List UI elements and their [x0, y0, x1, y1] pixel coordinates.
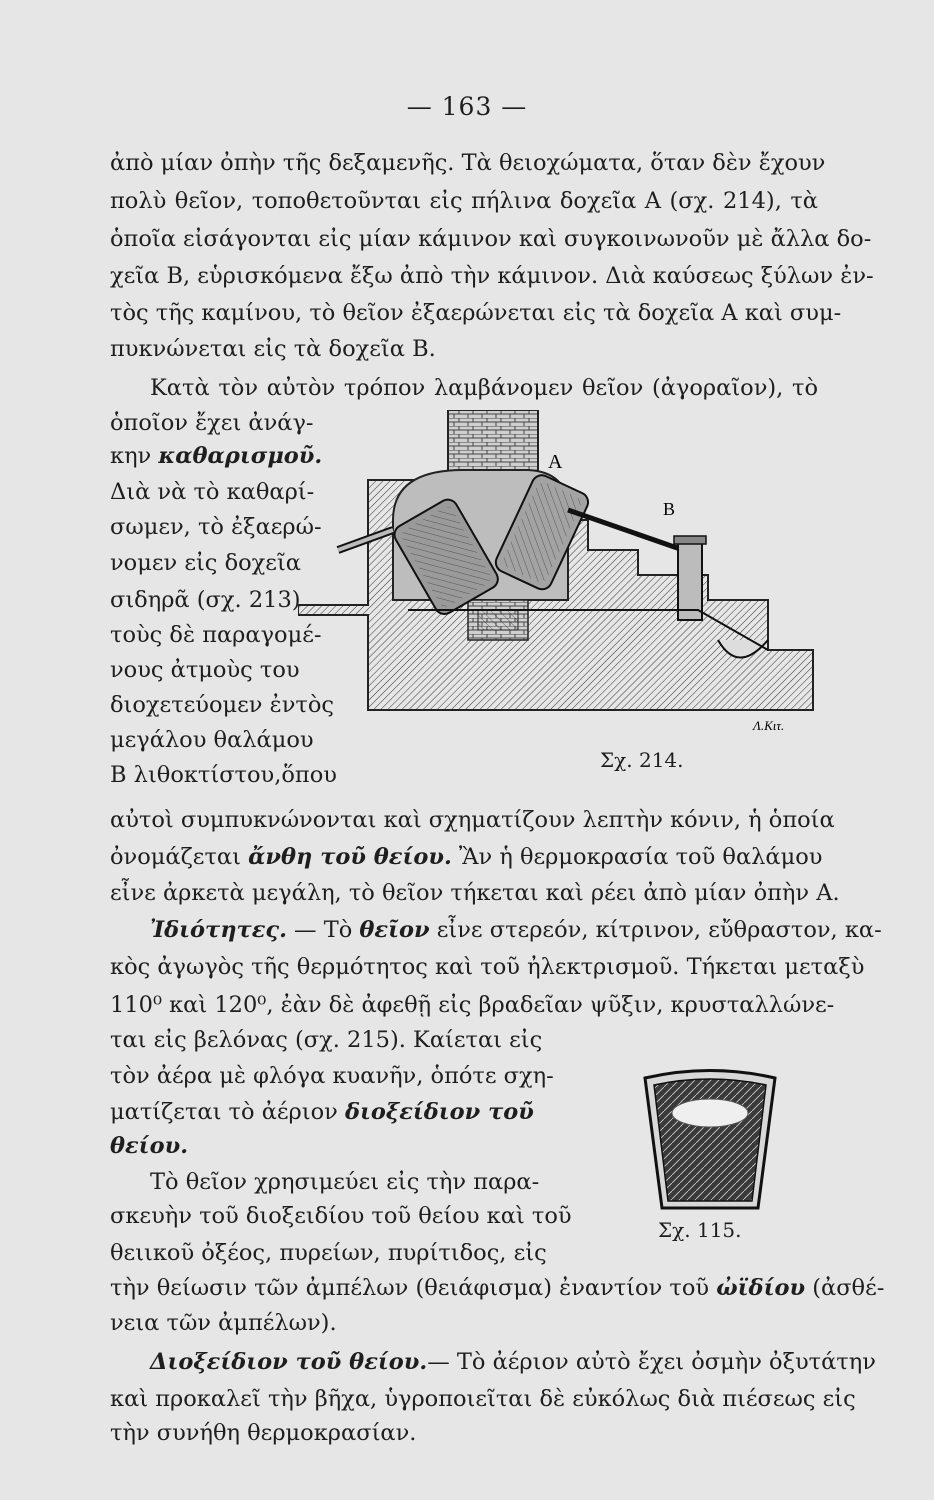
text-line: τὸν ἀέρα μὲ φλόγα κυανῆν, ὁπότε σχη-: [110, 1063, 554, 1089]
text-line: θειικοῦ ὀξέος, πυρείων, πυρίτιδος, εἰς: [110, 1240, 547, 1266]
text-line: τοὺς δὲ παραγομέ-: [110, 622, 322, 648]
text-span: — Τὸ: [286, 917, 360, 943]
text-line: σωμεν, τὸ ἐξαερώ-: [110, 514, 322, 540]
label-a: Α: [548, 451, 563, 473]
text-span: ὀνομάζεται: [110, 844, 249, 870]
text-line: Κατὰ τὸν αὐτὸν τρόπον λαμβάνομεν θεῖον (ἀγοραῖον), τὸ: [150, 375, 818, 401]
text-line: [110, 1273, 885, 1303]
text-line: θείου.: [110, 1133, 189, 1159]
text-line: αὐτοὶ συμπυκνώνονται καὶ σχηματίζουν λεπτὴν κόνιν, ἡ ὁποία: [110, 807, 835, 833]
text-line: νομεν εἰς δοχεῖα: [110, 550, 301, 576]
text-line: πολὺ θεῖον, τοποθετοῦνται εἰς πήλινα δοχεῖα Α (σχ. 214), τὰ: [110, 188, 818, 214]
emphasis-term: καθαρισμοῦ.: [158, 443, 323, 469]
engraver-signature: Λ.Κιτ.: [753, 718, 785, 733]
text-line: χεῖα Β, εὑρισκόμενα ἔξω ἀπὸ τὴν κάμινον. Διὰ καύσεως ξύλων ἐν-: [110, 263, 874, 289]
text-line: σιδηρᾶ (σχ. 213): [110, 587, 301, 613]
text-line: κὸς ἀγωγὸς τῆς θερμότητος καὶ τοῦ ἠλεκτρισμοῦ. Τήκεται μεταξὺ: [110, 954, 865, 980]
figure-214-furnace: [298, 410, 818, 740]
text-span: (ἀσθέ-: [805, 1275, 885, 1301]
emphasis-term: θεῖον: [359, 917, 430, 943]
text-line: ἀπὸ μίαν ὀπὴν τῆς δεξαμενῆς. Τὰ θειοχώματα, ὅταν δὲν ἔχουν: [110, 150, 826, 176]
section-heading: Ἰδιότητες.: [150, 917, 287, 943]
text-line: εἶνε ἀρκετὰ μεγάλη, τὸ θεῖον τήκεται καὶ ρέει ἀπὸ μίαν ὀπὴν Α.: [110, 880, 840, 906]
text-line: σκευὴν τοῦ διοξειδίου τοῦ θείου καὶ τοῦ: [110, 1203, 572, 1229]
text-line: τὴν συνήθη θερμοκρασίαν.: [110, 1420, 417, 1446]
text-span: τὴν θείωσιν τῶν ἀμπέλων (θειάφισμα) ἐναντίον τοῦ: [110, 1275, 717, 1301]
text-span: ματίζεται τὸ ἀέριον: [110, 1099, 345, 1125]
text-line: [110, 441, 322, 471]
text-line: μεγάλου θαλάμου: [110, 727, 314, 753]
text-line: ται εἰς βελόνας (σχ. 215). Καίεται εἰς: [110, 1027, 543, 1053]
page-number: — 163 —: [406, 92, 528, 121]
text-line: [110, 1097, 534, 1127]
emphasis-term: διοξείδιον τοῦ: [344, 1099, 534, 1125]
emphasis-term: ἄνθη τοῦ θείου.: [248, 844, 452, 870]
text-line: διοχετεύομεν ἐντὸς: [110, 692, 334, 718]
figure-214-caption: Σχ. 214.: [600, 748, 684, 772]
text-line: νους ἀτμοὺς του: [110, 657, 300, 683]
figure-115-crucible: [640, 1063, 780, 1213]
text-line: νεια τῶν ἀμπέλων).: [110, 1310, 337, 1336]
text-span: Ἂν ἡ θερμοκρασία τοῦ θαλάμου: [451, 844, 823, 870]
text-line: Τὸ θεῖον χρησιμεύει εἰς τὴν παρα-: [150, 1169, 540, 1195]
text-line: 110⁰ καὶ 120⁰, ἐὰν δὲ ἀφεθῇ εἰς βραδεῖαν ψῦξιν, κρυσταλλώνε-: [110, 992, 835, 1018]
text-line: ὁποῖον ἔχει ἀνάγ-: [110, 410, 314, 436]
text-line: [150, 1347, 876, 1377]
text-line: τὸς τῆς καμίνου, τὸ θεῖον ἐξαερώνεται εἰς τὰ δοχεῖα Α καὶ συμ-: [110, 300, 842, 326]
text-span: — Τὸ ἀέριον αὐτὸ ἔχει ὀσμὴν ὀξυτάτην: [427, 1349, 876, 1375]
text-span: κην: [110, 443, 159, 469]
text-line: καὶ προκαλεῖ τὴν βῆχα, ὑγροποιεῖται δὲ εὐκόλως διὰ πιέσεως εἰς: [110, 1386, 856, 1412]
text-line: ὁποῖα εἰσάγονται εἰς μίαν κάμινον καὶ συγκοινωνοῦν μὲ ἄλλα δο-: [110, 226, 872, 252]
text-line: [150, 915, 882, 945]
text-line: Διὰ νὰ τὸ καθαρί-: [110, 479, 315, 505]
text-span: εἶνε στερεόν, κίτρινον, εὔθραστον, κα-: [429, 917, 882, 943]
text-line: [110, 842, 823, 872]
text-line: Β λιθοκτίστου,ὅπου: [110, 762, 337, 788]
figure-115-caption: Σχ. 115.: [658, 1218, 742, 1242]
emphasis-term: ὠϊδίου: [716, 1275, 806, 1301]
section-heading: Διοξείδιον τοῦ θείου.: [150, 1349, 428, 1375]
text-line: πυκνώνεται εἰς τὰ δοχεῖα Β.: [110, 336, 436, 362]
label-b: Β: [663, 499, 676, 519]
